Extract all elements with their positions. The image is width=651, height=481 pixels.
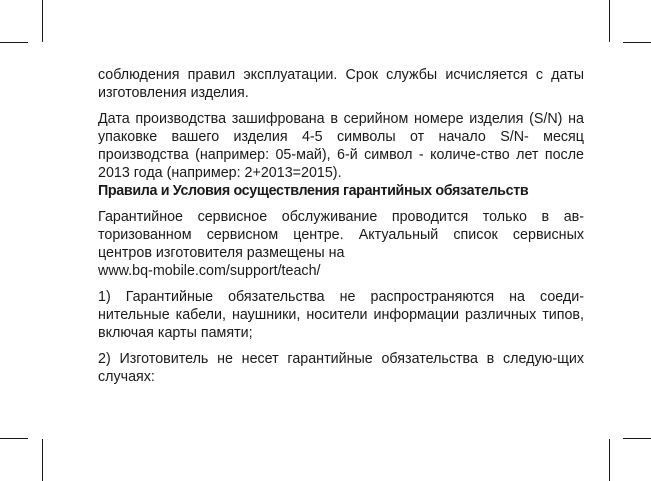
paragraph-service-centers: Гарантийное сервисное обслуживание проводится только в ав-торизованном сервисном центре. Актуальный список сервисных центров изготовителя размещены на bbox=[98, 209, 584, 261]
crop-mark-top-right-horizontal bbox=[623, 42, 651, 43]
crop-mark-bottom-left-vertical bbox=[42, 439, 43, 481]
crop-mark-bottom-right-vertical bbox=[609, 439, 610, 481]
list-item-2: 2) Изготовитель не несет гарантийные обязательства в следую-щих случаях: bbox=[98, 351, 584, 385]
paragraph-service-life: соблюдения правил эксплуатации. Срок службы исчисляется с даты изготовления изделия. bbox=[98, 67, 584, 101]
list-item-1: 1) Гарантийные обязательства не распространяются на соеди-нительные кабели, наушники, носители информации различных типов, включая карты памяти; bbox=[98, 289, 584, 341]
crop-mark-bottom-right-horizontal bbox=[623, 438, 651, 439]
paragraph-production-date: Дата производства зашифрована в серийном номере изделия (S/N) на упаковке вашего изделия 4-5 символы от начало S/N- месяц производства (например: 05-май), 6-й символ - количе-ство лет после 2013 года (например: 2+2013=2015). bbox=[98, 111, 584, 181]
document-page bbox=[98, 66, 584, 386]
crop-mark-bottom-left-horizontal bbox=[0, 438, 28, 439]
crop-mark-top-left-vertical bbox=[42, 0, 43, 42]
crop-mark-top-left-horizontal bbox=[0, 42, 28, 43]
section-heading: Правила и Условия осуществления гарантийных обязательств bbox=[98, 183, 529, 199]
crop-mark-top-right-vertical bbox=[609, 0, 610, 42]
support-url: www.bq-mobile.com/support/teach/ bbox=[98, 263, 321, 279]
